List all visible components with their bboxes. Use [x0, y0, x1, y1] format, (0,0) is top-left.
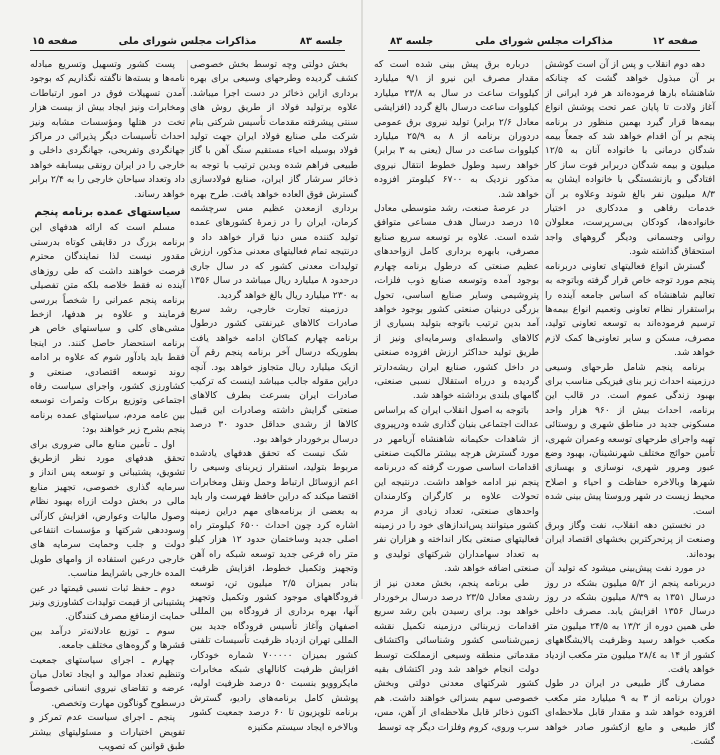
publication-title: مذاکرات مجلس شورای ملی — [118, 36, 257, 47]
text-column-right — [545, 58, 715, 750]
paragraph: درباره برق پیش بینی شده است که مقدار مصرف این نیرو از ۹/۱ میلیارد کیلووات ساعت در سال به ۲۳/۸ میلیارد کیلووات ساعت درسال بالغ گردد (افزایشی معادل ۲/۶ برابر) تولید نیروی برق عمومی دردوران برنامه از ۸ به ۲۵/۹ میلیارد کیلووات ساعت در سال (یعنی به ۳ برابر) خواهد رسید وطول خطوط انتقال نیروی مذکور نزدیک به ۶۷۰۰ کیلومتر افزوده خواهد شد. — [374, 59, 539, 200]
paragraph: پنجم ـ اجرای سیاست عدم تمرکز و تفویض اختیارات و مسئولیتهای بیشتر طبق قوانین که تصویب — [30, 712, 185, 753]
paragraph: دهه دوم انقلاب و پس از آن است کوشش بر آن مبذول خواهد گشت که چنانکه شاهنشاه بارها فرموده‌اند هر فرد ایرانی از آغاز ولادت تا پایان عمر تحت پوشش انواع بیمه‌ها قرار گیرد بهمین منظور در برنامه پنجم بر آن اقدام خواهد شد که جمعاً بیمه شدگان درمانی با خانواده آنان به ۱۲/۵ میلیون و بیمه شدگان دربرابر فوت ساز کار افتادگی و بازنشستگی با خانواده ایشان به ۸/۳ میلیون نفر بالغ شوند وعلاوه بر آن خدمات رفاهی و مددکاری در اختیار خانواده‌ها، کودکان بی‌سرپرست، معلولان روانی وجسمانی ودیگر گروههای واجد استحقاق گذاشته شود. — [545, 59, 715, 258]
paragraph: پست کشور وتسهیل وتسریع مبادله نامه‌ها و بسته‌ها ناگفته نگذاریم که بوجود آمدن تسهیلات فوق در امور ارتباطات ومخابرات ونیز ایجاد بیش از بیست هزار تخت در هتلها ومؤسسات مشابه ونیز احداث تأسیسات دیگر پذیرائی در مراکز جهانگردی وتفریحی، جهانگردی داخلی و خارجی را در ایران رونقی بیسابقه خواهد داد وتعداد سیاحان خارجی را به ۲/۴ برابر خواهد رساند. — [30, 59, 185, 200]
paragraph: شک نیست که تحقق هدفهای یادشده مربوط بتولید، استقرار زیربنای وسیعی را اعم ازوسائل ارتباط وحمل ونقل ومخابرات اقتضا میکند که دراین حافظ فهرست وار باید به بعضی از برنامه‌های مهم دراین زمینه اشاره کرد چون احداث ۶۵۰۰ کیلومتر راه اصلی جدید وساختمان حدود ۱۲ هزار کیلو متر راه فرعی جدید توسعه شبکه راه آهن وتجهیز وتکمیل خطوط، افزایش ظرفیت بنادر بمیزان ۲/۵ میلیون تن، توسعه فرودگاههای موجود کشور وتکمیل وتجهیز آنها، بهره برداری از فرودگاه بین المللی اصفهان وآغاز تأسیس فرودگاه جدید بین المللی تهران ازدیاد ظرفیت تأسیسات تلفنی کشور بمیزان ۷۰۰۰۰۰ شماره خودکار، افزایش ظرفیت کانالهای شبکه مخابرات مایکروویو بنسبت ۵۰ درصد ظرفیت اولیه، پوشش کامل برنامه‌های رادیو، گسترش برنامه تلویزیون تا ۶۰ درصد جمعیت کشور وبالاخره ایجاد سیستم مکنیزه — [190, 447, 359, 733]
publication-title: مذاکرات مجلس شورای ملی — [475, 36, 613, 47]
paragraph: مسلم است که ارائه هدفهای این برنامه بزرگ در دقایقی کوتاه بدرستی مقدور نیست لذا نمایندگان محترم فرصت خواهند داشت که طی روزهای آینده نه فقط خلاصه بلکه متن تفصیلی برنامه پنجم عمرانی را شخصاً بررسی فرمایند و علاوه بر هدفها، ازخط مشی‌های کلی و سیاستهای خاص هر برنامه استحضار حاصل کنند. در اینجا فقط باید یادآور شوم که علاوه بر ادامه روند توسعه اقتصادی، صنعتی و کشاورزی کشور، واجرای سیاست رفاه اجتماعی وتوزیع برکات وثمرات توسعه بین عامه مردم، سیاستهای عمده برنامه پنجم بشرح زیر خواهند بود: — [30, 222, 185, 436]
paragraph: سوم ـ توزیع عادلانه‌تر درآمد بین قشرها و گروه‌های مختلف جامعه. — [30, 625, 185, 652]
paragraph: در عرصهٔ صنعت، رشد متوسطی معادل ۱۵ درصد درسال هدف مساعی متوافق شده است. علاوه بر توسعه سریع صنایع مصرفی، بابهره برداری کامل ازواحدهای عظیم صنعتی که درطول برنامه چهارم بوجود آمده وتوسعه صنایع ذوب فلزات، پتروشیمی وسایر صنایع اساسی، تحول بزرگی دربنیان صنعتی کشور بوجود خواهد آمد بدین ترتیب باتوجه بتولید بسیاری از کالاهای واسطه‌ای وسرمایه‌ای ونیز از طریق تولید حداکثر ارزش افزوده صنعتی در داخل کشور، صنایع ایران ریشه‌دارتر گردیده و درراه استقلال نسبی صنعتی، گامهای بلندی برداشته خواهد شد. — [374, 203, 539, 402]
paragraph: باتوجه به اصول انقلاب ایران که براساس عدالت اجتماعی بنیان گذاری شده ودرپیروی از شاهدات حکیمانه شاهنشاه آریامهر در مورد گسترش هرچه بیشتر مالکیت صنعتی اقدامات اساسی صورت گرفته که دربرنامه پنجم نیز ادامه خواهد داشت. درنتیجه این تحولات علاوه بر کارگران وکارمندان واحدهای صنعتی، تعداد زیادی از مردم کشور میتوانند پس‌اندازهای خود را در زمینه فعالیتهای صنعتی بکار انداخته و هزاران نفر به تعداد سهامداران شرکتهای تولیدی و صنعتی اضافه خواهد شد. — [374, 404, 539, 575]
session-number: جلسه ۸۳ — [299, 36, 343, 47]
paragraph: اول ـ تأمین منابع مالی ضروری برای تحقق هدفهای مورد نظر ازطریق تشویق، پشتیبانی و توسعه پس انداز و سرمایه گذاری خصوصی، تجهیز منابع مالی در بخش دولت ازراه بهبود نظام وصول مالیات وعوارض، افزایش کارآئی وسوددهی شرکتها و مؤسسات انتفاعی دولت و جلب وحمایت سرمایه های خارجی درعین استفاده از وامهای طویل المده خارجی باشرایط مناسب. — [30, 438, 185, 580]
paragraph: بخش دولتی وچه توسط بخش خصوصی کشف گردیده وطرحهای وسیعی برای بهره برداری ازاین ذخائر در دست اجرا میباشد. علاوه برتولید فولاد از طریق روش های سنتی پیشرفته مقدمات تأسیس شرکتی بنام شرکت ملی صنایع فولاد ایران جهت تولید فولاد بوسیله احیاء مستقیم سنگ آهن با گاز طبیعی فراهم شده وبدین ترتیب با توجه به ذخائر سرشار گاز ایران، صنایع فولادسازی گسترش فوق العاده خواهد یافت. طرح بهره برداری ازمعدن عظیم مس سرچشمه کرمان، ایران را در زمرهٔ کشورهای عمده تولید کننده مس دنیا قرار خواهد داد و درنتیجه تمام فعالیتهای معدنی مذکور، ارزش تولیدات معدنی کشور که در سال جاری درحدود ۸ میلیارد ریال میباشد در سال ۱۳۵۶ به ۲۳۰ میلیارد ریال بالغ خواهد گردید. — [190, 59, 358, 301]
column-divider — [542, 60, 543, 539]
column-divider — [187, 60, 188, 539]
running-header — [388, 36, 700, 51]
text-column-left — [374, 58, 539, 735]
paragraph: طی برنامه پنجم، بخش معدن نیز از رشدی معادل ۲۳/۵ درصد درسال برخوردار خواهد بود. برای رسیدن باین رشد سریع اقدامات زیربنائی درزمینه تکمیل نقشه زمین‌شناسی کشور وشناسائی واکتشاف مقدماتی منطقه وسیعی ازمملکت توسط دولت انجام خواهد شد ودر اکتشاف بقیه کشور شرکتهای معدنی دولتی وبخش خصوصی سهم بسزائی خواهند داشت. هم اکنون ذخائر قابل ملاحظه‌ای از آهن، مس، سرب وروی، کروم وفلزات دیگر چه توسط — [374, 577, 539, 733]
paragraph: دوم ـ حفظ ثبات نسبی قیمتها در عین پشتیبانی از قیمت تولیدات کشاورزی ونیز حمایت ازمنافع مصرف کنندگان. — [30, 582, 185, 623]
paragraph: چهارم ـ اجرای سیاستهای جمعیت وتنظیم تعداد موالید و ایجاد تعادل میان عرضه و تقاضای نیروی انسانی خصوصاً درسطوح گوناگون مهارت وتخصص. — [30, 654, 185, 709]
section-heading: سیاستهای عمده برنامه پنجم — [34, 206, 181, 219]
page-12 — [362, 0, 720, 748]
page-number: صفحه ۱۵ — [32, 36, 78, 47]
paragraph: در نخستین دهه انقلاب، نفت وگاز وبرق وصنعت از پرتحرکترین بخشهای اقتصاد ایران بوده‌اند. — [545, 520, 715, 560]
paragraph: گسترش انواع فعالیتهای تعاونی دربرنامه پنجم مورد توجه خاص قرار گرفته وباتوجه به تعالیم شاهنشاه که اساس جامعه آینده را براستقرار نظام تعاونی وتعمیم انواع بیمه‌ها ترسیم فرموده‌اند به توسعه تعاونی تولید، مصرف، مسکن و سایر تعاونی‌ها کمک لازم خواهد شد. — [545, 260, 715, 359]
paragraph: برنامه پنجم شامل طرحهای وسیعی درزمینه احداث زیر بنای فیزیکی مناسب برای بهبود زندگی عموم است. در قالب این برنامه، احداث بیش از ۹۶۰ هزار واحد مسکونی جدید در مناطق شهری و روستائی تهیه واجرای طرحهای توسعه وعمران شهری، تأمین حوائج مختلف شهرنشینان، بهبود وضع عبور ومرور شهری، نوسازی و بهسازی شهرها وبالاخره حفاظت و احیاء و اصلاح محیط زیست در شهر وروستا پیش بینی شده است. — [545, 361, 715, 517]
text-column-left — [30, 58, 185, 755]
running-header — [30, 36, 345, 51]
page-number: صفحه ۱۲ — [652, 36, 698, 47]
session-number: جلسه ۸۳ — [390, 36, 434, 47]
paragraph: در مورد نفت پیش‌بینی میشود که تولید آن دربرنامه پنجم از ۵/۲ میلیون بشکه در روز درسال ۱۳۵۱ به ۸/۳۹ میلیون بشکه در روز درسال ۱۳۵۶ افزایش یابد. مصرف داخلی طی همین دوره از ۱۳/۲ به ۲۴/۵ میلیون متر مکعب خواهد رسید وظرفیت پالایشگاههای کشور از ۱۴ به ۲۸/٤ میلیون متر مکعب ازدیاد خواهد یافت. — [545, 563, 716, 676]
paragraph: درزمینه تجارت خارجی، رشد سریع صادرات کالاهای غیرنفتی کشور درطول برنامه چهارم کماکان ادامه خواهد یافت بطوریکه درسال آخر برنامه پنجم رقم آن ازیک میلیارد ریال متجاوز خواهد بود. آنچه دراین مقوله جالب میباشد اینست که ترکیب صادرات ایران بسرعت بطرف کالاهای صنعتی گرایش داشته وصادرات این قبیل کالاها از رشدی حداقل حدود ۳۰ درصد درسال برخوردار خواهد بود. — [190, 303, 359, 445]
paragraph: مصارف گاز طبیعی در ایران در طول دوران برنامه از ۳ به ۹ میلیارد متر مکعب افزوده خواهد شد و مقدار قابل ملاحظه‌ای گاز طبیعی و مایع ازکشور صادر خواهد گشت. — [545, 678, 715, 748]
text-column-right — [190, 58, 358, 735]
